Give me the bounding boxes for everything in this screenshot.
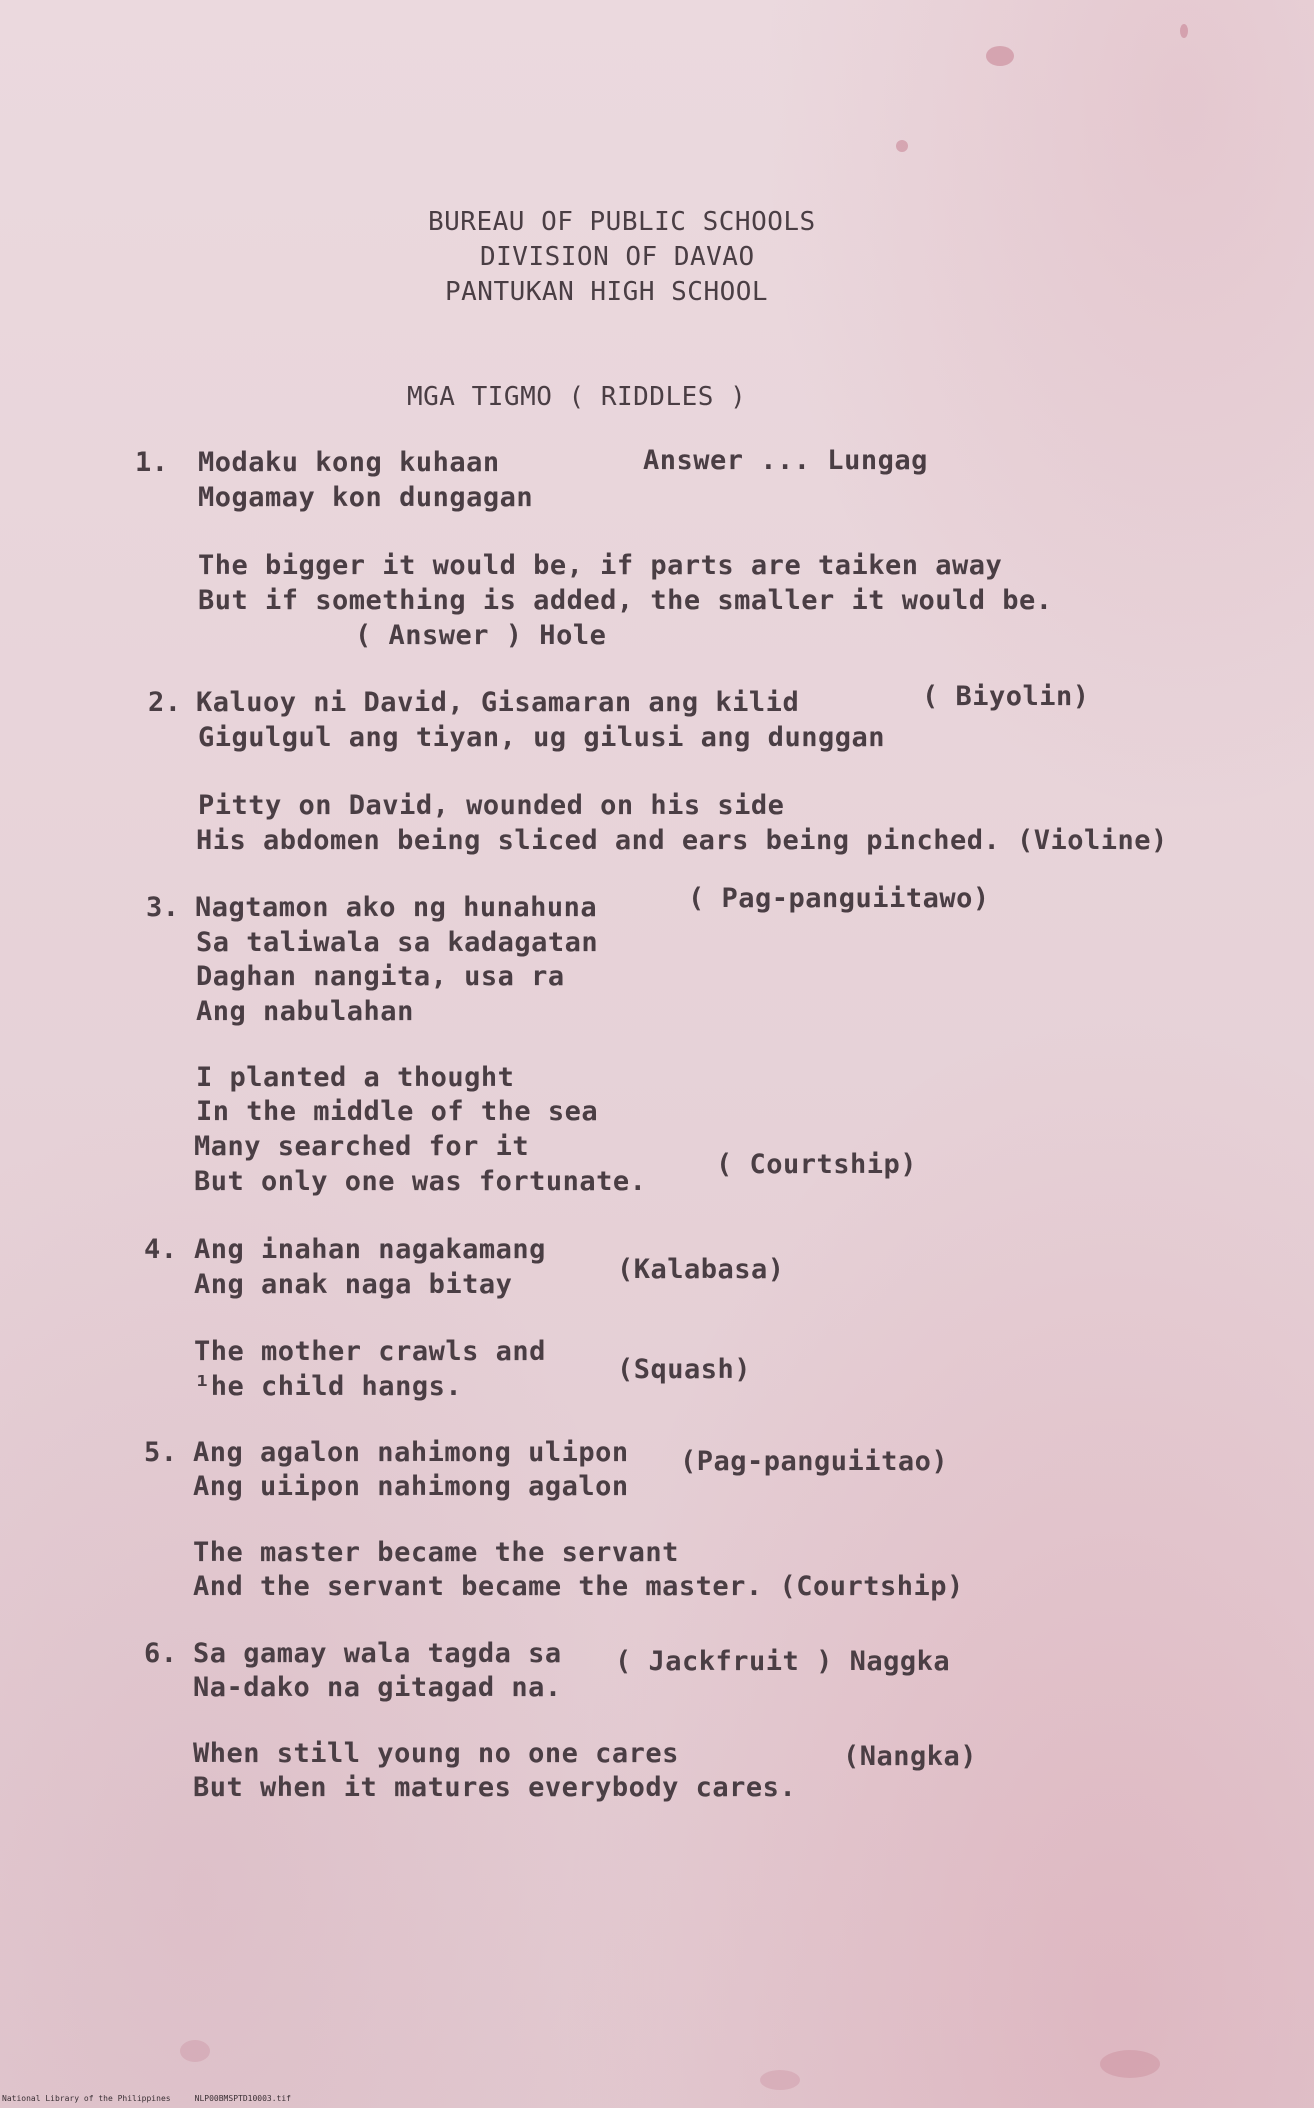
riddle-5-native-answer: (Pag-panguiitao) [680, 1446, 949, 1477]
paper-stain [1100, 2050, 1160, 2078]
riddle-4-number: 4. [144, 1234, 178, 1265]
paper-stain [180, 2040, 210, 2062]
riddle-2-native-answer: ( Biyolin) [922, 681, 1090, 712]
riddle-1-english-line: The bigger it would be, if parts are taiken away [198, 550, 1003, 581]
riddle-5-native-line: Ang uiipon nahimong agalon [193, 1471, 629, 1502]
riddle-6-number: 6. [144, 1638, 178, 1669]
paper-stain [896, 140, 908, 152]
paper-stain [760, 2070, 800, 2090]
paper-stain [1180, 24, 1188, 38]
riddle-6-native-answer: ( Jackfruit ) Naggka [615, 1646, 951, 1677]
riddle-6-english-line: When still young no one cares [193, 1738, 679, 1769]
riddle-3-english-line: In the middle of the sea [196, 1096, 599, 1127]
riddle-4-native-line: Ang anak naga bitay [194, 1269, 513, 1300]
riddle-5-english-line: The master became the servant [193, 1537, 679, 1568]
riddle-4-english-answer: (Squash) [617, 1354, 752, 1385]
riddle-6-native-line: Sa gamay wala tagda sa [193, 1638, 562, 1669]
header-school: PANTUKAN HIGH SCHOOL [445, 277, 769, 307]
riddle-2-english-line: Pitty on David, wounded on his side [198, 790, 785, 821]
riddle-3-native-line: Daghan nangita, usa ra [196, 961, 565, 992]
riddle-3-number: 3. [146, 892, 180, 923]
riddle-6-native-line: Na-dako na gitagad na. [193, 1672, 562, 1703]
riddle-3-english-line: Many searched for it [194, 1131, 530, 1162]
riddle-1-native-answer: Answer ... Lungag [643, 445, 928, 476]
riddle-4-english-line: The mother crawls and [194, 1336, 546, 1367]
riddle-1-english-answer: ( Answer ) Hole [355, 620, 607, 651]
header-bureau: BUREAU OF PUBLIC SCHOOLS [428, 207, 816, 237]
riddle-6-english-line: But when it matures everybody cares. [193, 1772, 797, 1803]
riddle-3-english-line: I planted a thought [196, 1062, 515, 1093]
riddle-1-native-line: Modaku kong kuhaan [198, 447, 500, 478]
riddle-4-native-line: Ang inahan nagakamang [194, 1234, 546, 1265]
riddle-1-english-line: But if something is added, the smaller it would be. [198, 585, 1053, 616]
riddle-2-native-line: Gigulgul ang tiyan, ug gilusi ang dunggan [198, 722, 885, 753]
riddle-1-native-line: Mogamay kon dungagan [198, 482, 534, 513]
riddle-2-number: 2. [148, 687, 182, 718]
riddle-2-english-line: His abdomen being sliced and ears being pinched. (Violine) [196, 825, 1168, 856]
riddle-4-native-answer: (Kalabasa) [617, 1254, 785, 1285]
page-title: MGA TIGMO ( RIDDLES ) [407, 382, 747, 412]
riddle-3-native-line: Ang nabulahan [196, 996, 414, 1027]
riddle-5-number: 5. [144, 1437, 178, 1468]
riddle-5-english-line: And the servant became the master. (Courtship) [193, 1571, 964, 1602]
riddle-3-native-line: Sa taliwala sa kadagatan [196, 927, 599, 958]
paper-stain [986, 46, 1014, 66]
scan-footer: National Library of the Philippines NLP00BMSPTD10003.tif [2, 2094, 291, 2103]
riddle-6-english-answer: (Nangka) [843, 1741, 978, 1772]
riddle-5-native-line: Ang agalon nahimong ulipon [193, 1437, 629, 1468]
riddle-3-native-line: Nagtamon ako ng hunahuna [195, 892, 598, 923]
riddle-1-number: 1. [135, 447, 169, 478]
header-division: DIVISION OF DAVAO [480, 242, 755, 272]
riddle-3-english-answer: ( Courtship) [716, 1149, 918, 1180]
riddle-3-english-line: But only one was fortunate. [194, 1166, 647, 1197]
riddle-4-english-line: ¹he child hangs. [194, 1371, 463, 1402]
riddle-2-native-line: Kaluoy ni David, Gisamaran ang kilid [196, 687, 800, 718]
riddle-3-native-answer: ( Pag-panguiitawo) [688, 883, 990, 914]
